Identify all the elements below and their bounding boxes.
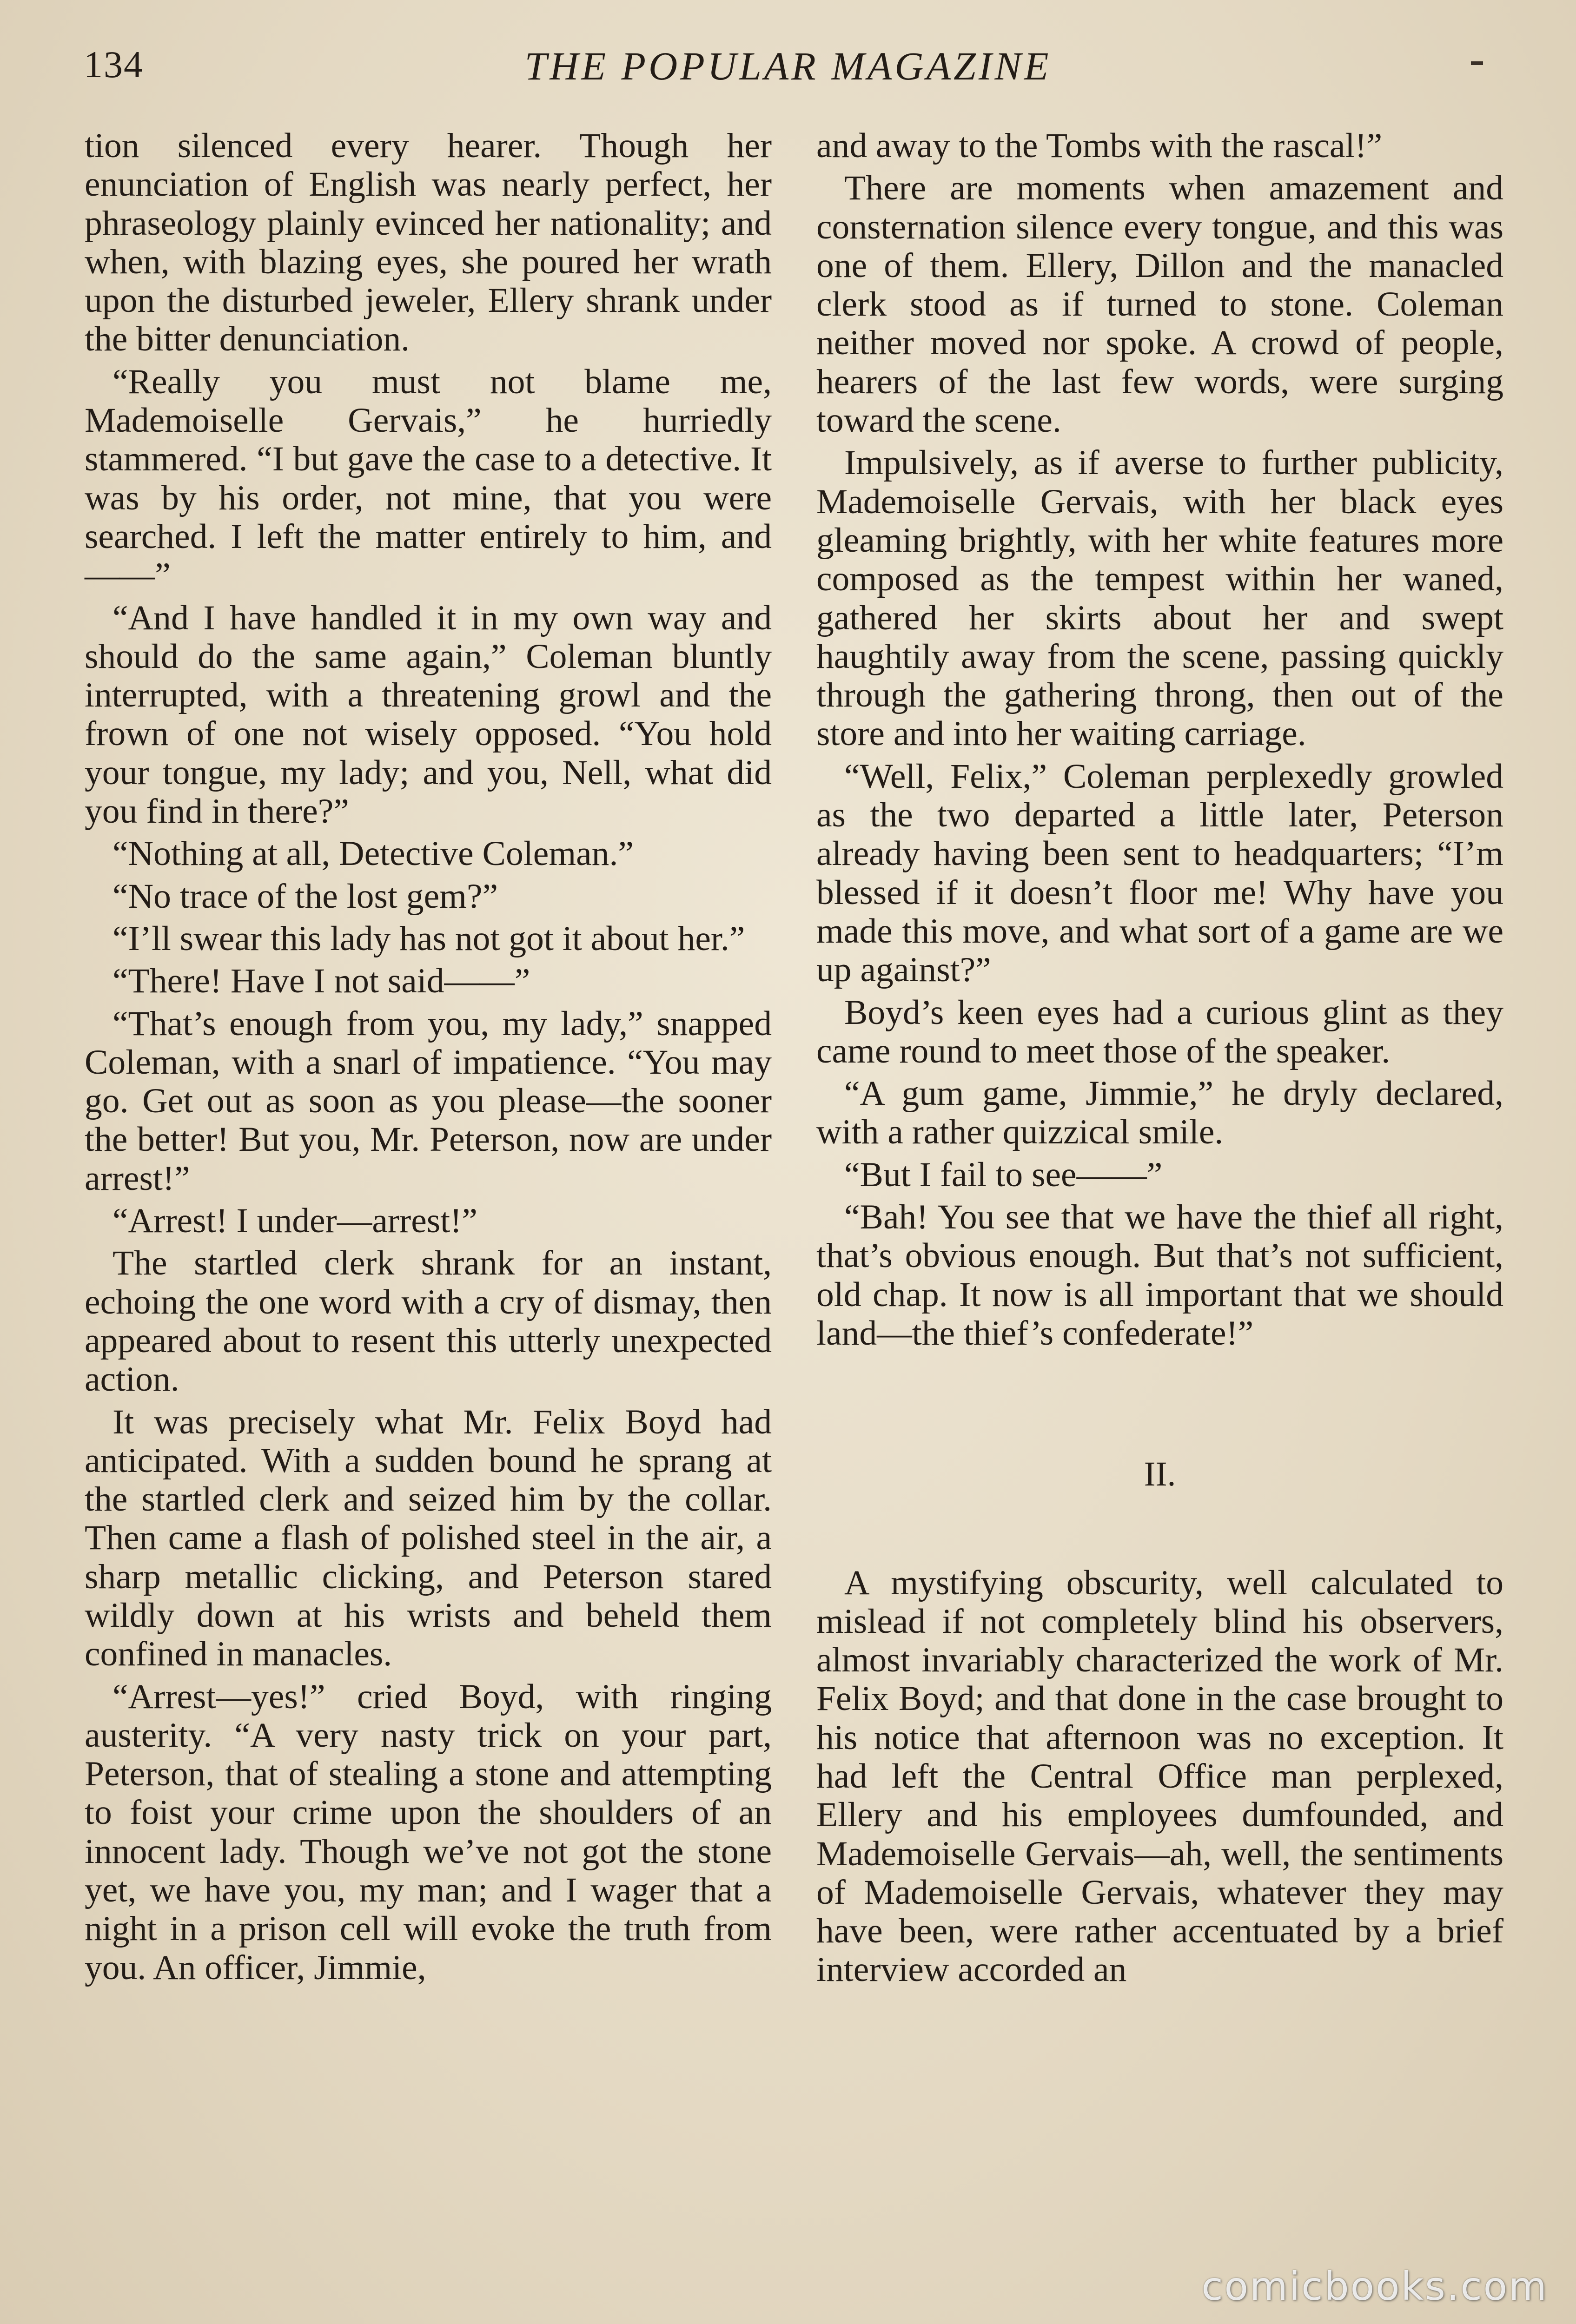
paragraph: “And I have handled it in my own way and should do the same again,” Coleman bluntly interrupted, with a threatening growl and the frown of one not wisely opposed. “You hold your tongue, my lady; and you, Nell, what did you find in there?” <box>85 598 772 831</box>
paragraph: tion silenced every hearer. Though her enunciation of English was nearly perfect, her phraseology plainly evinced her nationality; and when, with blazing eyes, she poured her wrath upon the disturbed jeweler, Ellery shrank under the bitter denunciation. <box>85 126 772 359</box>
paragraph: “No trace of the lost gem?” <box>113 877 498 916</box>
print-mark <box>1471 61 1483 65</box>
watermark: comicbooks.com <box>1201 2264 1548 2309</box>
paragraph: “I’ll swear this lady has not got it about her.” <box>113 919 745 958</box>
paragraph: “Really you must not blame me, Mademoiselle Gervais,” he hurriedly stammered. “I but gave the case to a detective. It was by his order, not mine, that you were searched. I left the matter entirely to him, and——” <box>85 362 772 595</box>
left-column <box>85 126 772 2258</box>
paragraph: “Arrest—yes!” cried Boyd, with ringing austerity. “A very nasty trick on your part, Peterson, that of stealing a stone and attempting to foist your crime upon the shoulders of an innocent lady. Though we’ve not got the stone yet, we have you, my man; and I wager that a night in a prison cell will evoke the truth from you. An officer, Jimmie, <box>85 1677 772 1987</box>
paragraph: “But I fail to see——” <box>844 1155 1163 1194</box>
paragraph: “That’s enough from you, my lady,” snapped Coleman, with a snarl of impatience. “You may go. Get out as soon as you please—the sooner the better! But you, Mr. Peterson, now are under arrest!” <box>85 1004 772 1198</box>
paragraph: “Bah! You see that we have the thief all right, that’s obvious enough. But that’s not sufficient, old chap. It now is all important that we should land—the thief’s confederate!” <box>816 1198 1503 1353</box>
paragraph: “Nothing at all, Detective Coleman.” <box>113 834 634 873</box>
paragraph: “There! Have I not said——” <box>113 962 530 1001</box>
paragraph: “Arrest! I under—arrest!” <box>113 1202 477 1241</box>
paragraph: “A gum game, Jimmie,” he dryly declared, with a rather quizzical smile. <box>816 1074 1503 1152</box>
paragraph: A mystifying obscurity, well calculated to mislead if not completely blind his observers, almost invariably characterized the work of Mr. Felix Boyd; and that done in the case brought to his notice that afternoon was no exception. It had left the Central Office man perplexed, Ellery and his employees dumfounded, and Mademoiselle Gervais—ah, well, the sentiments of Mademoiselle Gervais, whatever they may have been, were rather accentuated by a brief interview accorded an <box>816 1563 1503 1989</box>
paragraph: The startled clerk shrank for an instant, echoing the one word with a cry of dismay, then appeared about to resent this utterly unexpected action. <box>85 1244 772 1399</box>
paragraph: Boyd’s keen eyes had a curious glint as they came round to meet those of the speaker. <box>816 993 1503 1070</box>
page-header <box>84 43 1492 99</box>
paragraph: and away to the Tombs with the rascal!” <box>816 126 1383 165</box>
paragraph: Impulsively, as if averse to further publicity, Mademoiselle Gervais, with her black eyes gleaming brightly, with her white features more composed as the tempest within her waned, gathered her skirts about her and swept haughtily away from the scene, passing quickly through the gathering throng, then out of the store and into her waiting carriage. <box>816 443 1503 753</box>
paragraph: “Well, Felix,” Coleman perplexedly growled as the two departed a little later, Peterson already having been sent to headquarters; “I’m blessed if it doesn’t floor me! Why have you made this move, and what sort of a game are we up against?” <box>816 757 1503 990</box>
right-column <box>816 126 1503 2258</box>
paragraph: It was precisely what Mr. Felix Boyd had anticipated. With a sudden bound he sprang at the startled clerk and seized him by the collar. Then came a flash of polished steel in the air, a sharp metallic clicking, and Peterson stared wildly down at his wrists and beheld them confined in manacles. <box>85 1402 772 1674</box>
page-number: 134 <box>84 43 144 86</box>
section-heading: II. <box>1144 1455 1176 1494</box>
magazine-title: THE POPULAR MAGAZINE <box>524 44 1052 88</box>
paragraph: There are moments when amazement and consternation silence every tongue, and this was one of them. Ellery, Dillon and the manacled clerk stood as if turned to stone. Coleman neither moved nor spoke. A crowd of people, hearers of the last few words, were surging toward the scene. <box>816 169 1503 440</box>
